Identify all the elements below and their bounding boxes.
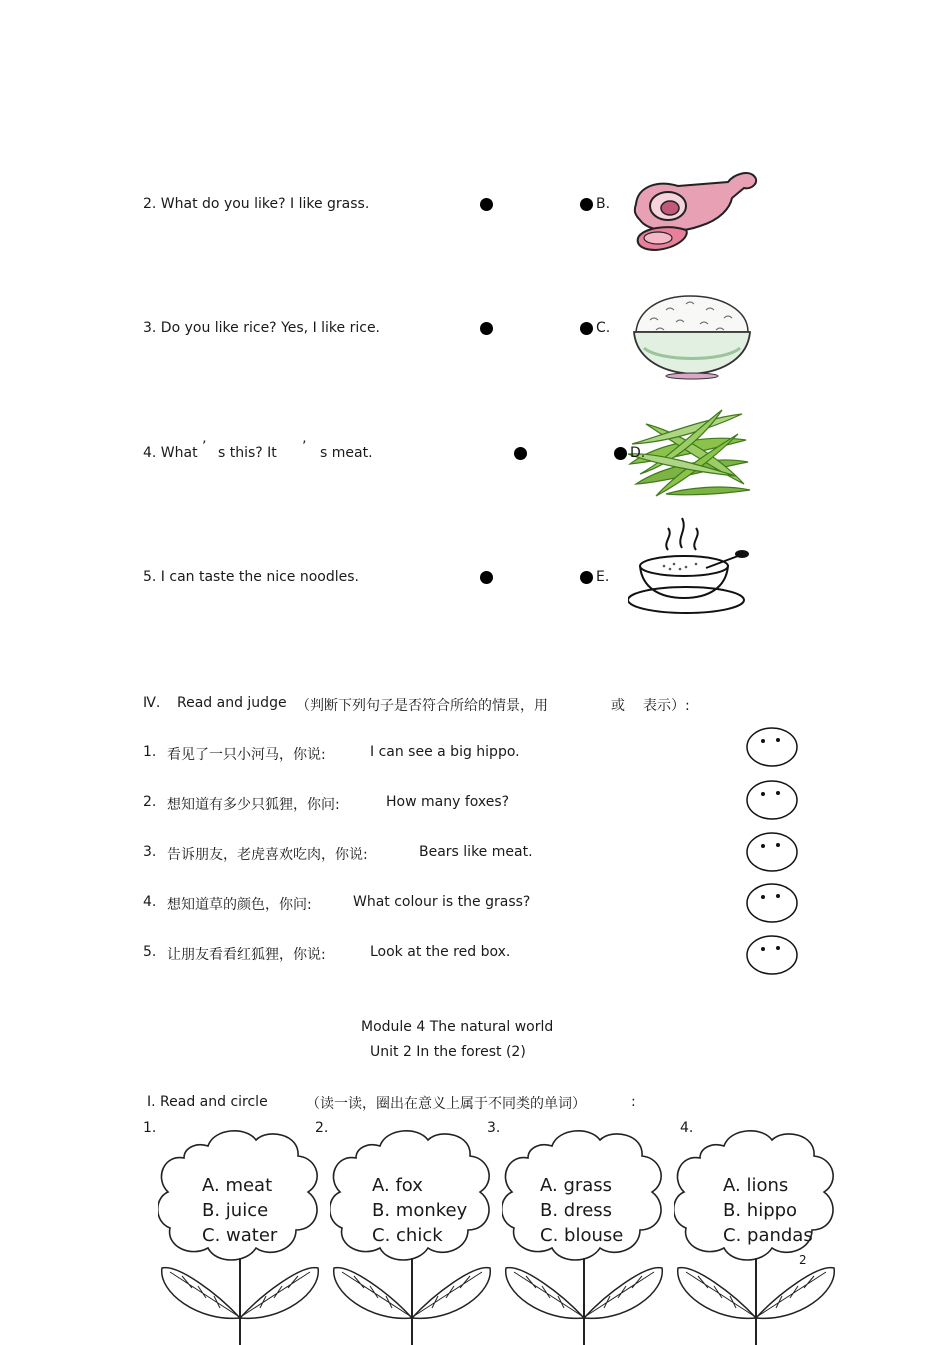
ham-icon (628, 168, 760, 254)
judge-item-english: Look at the red box. (370, 944, 511, 960)
circle-title: Ⅰ. Read and circle (147, 1094, 268, 1110)
judge-item-situation: 告诉朋友，老虎喜欢吃肉，你说: (167, 847, 368, 863)
match-sentence-2: 2. What do you like? I like grass. (143, 196, 370, 212)
match-dot-right-3[interactable] (580, 322, 593, 335)
match-sentence-3: 3. Do you like rice? Yes, I like rice. (143, 320, 381, 336)
judge-item-num: 4. (143, 894, 157, 910)
flower-number: 1. (143, 1120, 157, 1136)
circle-instruction-colon: : (631, 1094, 636, 1110)
match-sentence-4-part2: s this? It (218, 445, 277, 461)
smiley-face-icon[interactable] (745, 882, 799, 924)
judge-item-english: How many foxes? (386, 794, 510, 810)
option-b[interactable]: B. monkey (372, 1200, 468, 1221)
match-sentence-4-apostrophe1: ’ (202, 439, 207, 455)
option-c[interactable]: C. water (202, 1225, 278, 1246)
module-title: Module 4 The natural world (361, 1019, 554, 1035)
judge-instruction: （判断下列句子是否符合所给的情景，用 (296, 698, 548, 714)
flower-number: 2. (315, 1120, 329, 1136)
circle-instruction: （读一读，圈出在意义上属于不同类的单词） (306, 1096, 586, 1112)
match-letter-d: D. (630, 445, 646, 461)
option-a[interactable]: A. lions (723, 1175, 789, 1196)
option-c[interactable]: C. chick (372, 1225, 443, 1246)
match-sentence-4-apostrophe2: ’ (302, 439, 307, 455)
option-a[interactable]: A. grass (540, 1175, 613, 1196)
match-letter-e: E. (596, 569, 610, 585)
option-a[interactable]: A. meat (202, 1175, 273, 1196)
judge-item-situation: 想知道有多少只狐狸，你问: (167, 797, 340, 813)
match-letter-b: B. (596, 196, 611, 212)
match-dot-left-5[interactable] (480, 571, 493, 584)
judge-item-situation: 让朋友看看红狐狸，你说: (167, 947, 326, 963)
judge-item-english: What colour is the grass? (353, 894, 531, 910)
match-letter-c: C. (596, 320, 611, 336)
smiley-face-icon[interactable] (745, 831, 799, 873)
flower-number: 4. (680, 1120, 694, 1136)
judge-item-situation: 想知道草的颜色，你问: (167, 897, 312, 913)
rice-bowl-icon (630, 290, 754, 380)
match-sentence-4-part1: 4. What (143, 445, 198, 461)
judge-item-english: Bears like meat. (419, 844, 533, 860)
smiley-face-icon[interactable] (745, 779, 799, 821)
judge-instruction-or: 或 (611, 698, 625, 714)
match-dot-left-4[interactable] (514, 447, 527, 460)
match-dot-left-2[interactable] (480, 198, 493, 211)
judge-item-num: 1. (143, 744, 157, 760)
match-sentence-5: 5. I can taste the nice noodles. (143, 569, 359, 585)
option-a[interactable]: A. fox (372, 1175, 423, 1196)
match-sentence-4-part3: s meat. (320, 445, 373, 461)
unit-title: Unit 2 In the forest (2) (370, 1044, 526, 1060)
option-c[interactable]: C. blouse (540, 1225, 624, 1246)
match-dot-left-3[interactable] (480, 322, 493, 335)
option-c[interactable]: C. pandas (723, 1225, 813, 1246)
noodle-soup-icon (628, 514, 750, 616)
judge-title: Read and judge (177, 695, 287, 711)
smiley-face-icon[interactable] (745, 934, 799, 976)
judge-item-num: 3. (143, 844, 157, 860)
judge-item-english: I can see a big hippo. (370, 744, 520, 760)
page-number: 2 (799, 1253, 807, 1267)
judge-item-situation: 看见了一只小河马，你说: (167, 747, 326, 763)
judge-item-num: 5. (143, 944, 157, 960)
judge-instruction-end: 表示）: (643, 698, 690, 714)
judge-roman-numeral: Ⅳ. (143, 695, 161, 711)
option-b[interactable]: B. juice (202, 1200, 269, 1221)
judge-item-num: 2. (143, 794, 157, 810)
match-dot-right-5[interactable] (580, 571, 593, 584)
flower-number: 3. (487, 1120, 501, 1136)
smiley-face-icon[interactable] (745, 726, 799, 768)
option-b[interactable]: B. hippo (723, 1200, 798, 1221)
option-b[interactable]: B. dress (540, 1200, 613, 1221)
match-dot-right-2[interactable] (580, 198, 593, 211)
